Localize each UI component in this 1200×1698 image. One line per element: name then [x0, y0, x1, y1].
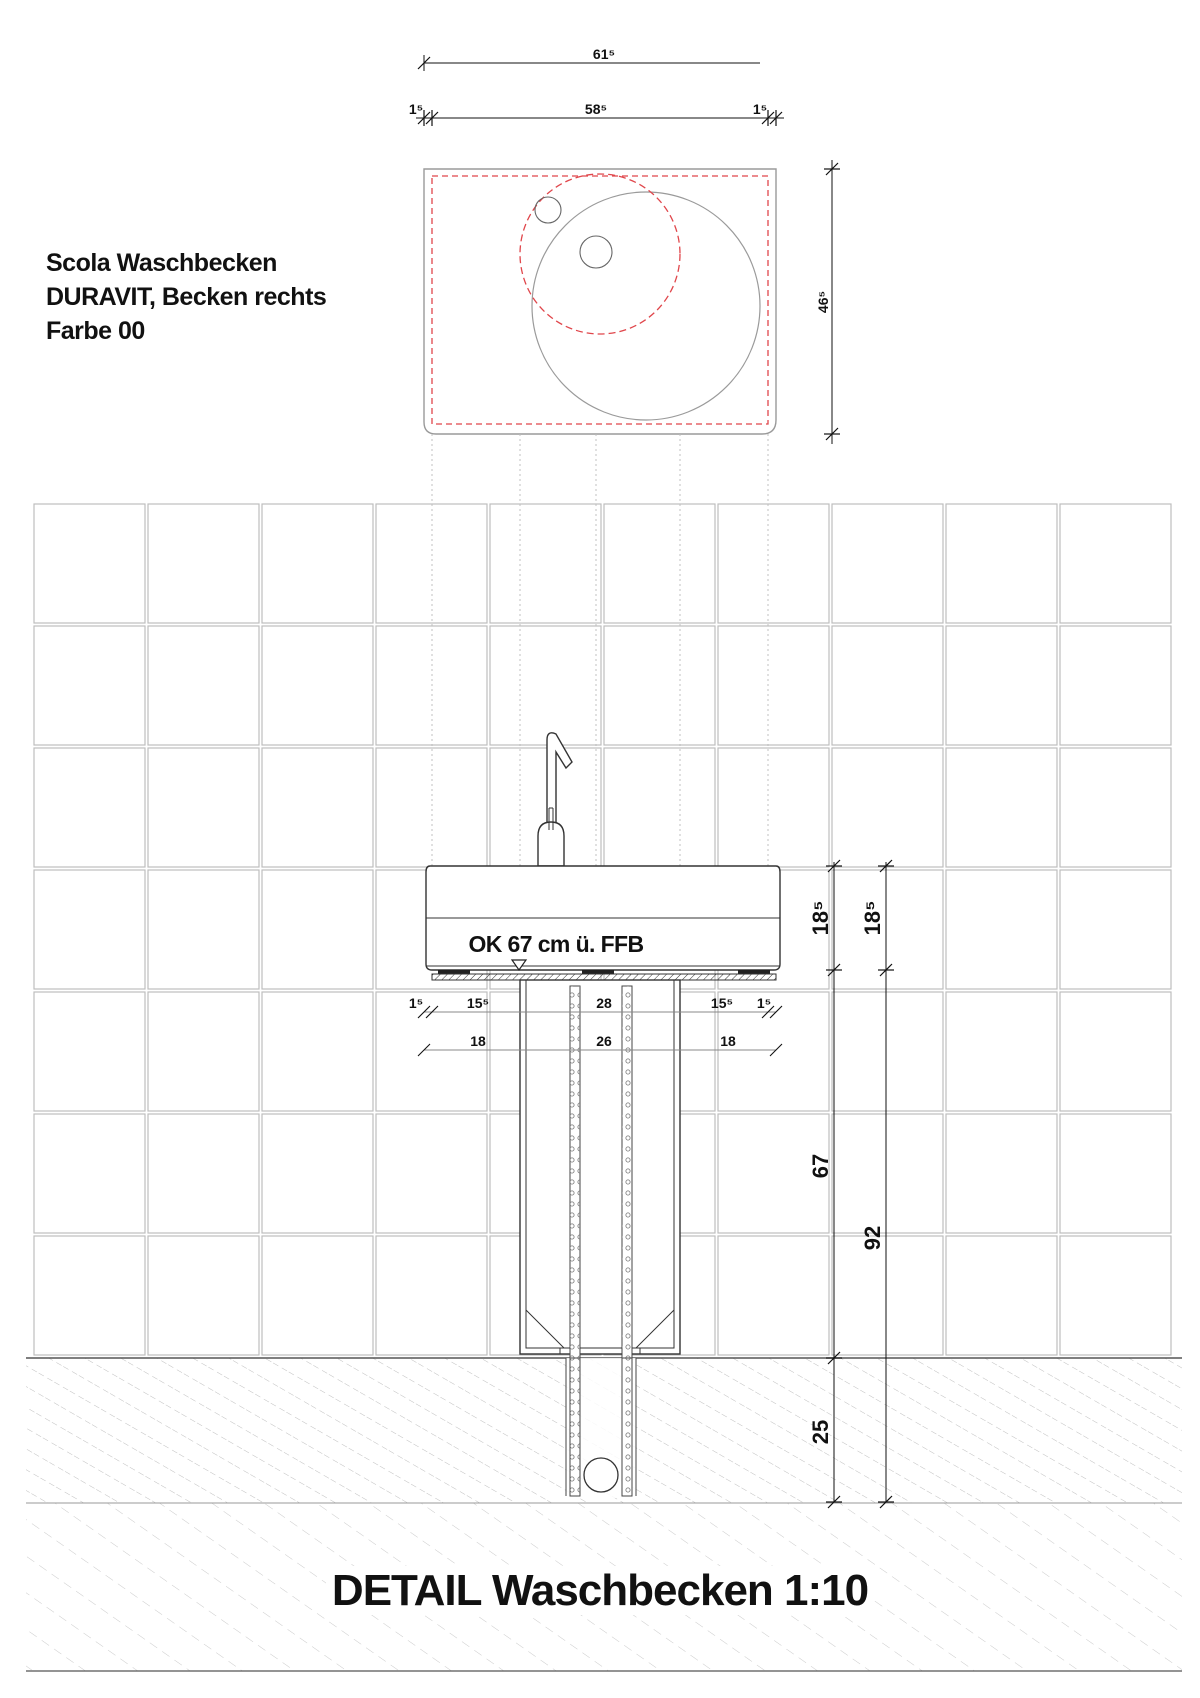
dim-row1-right: 15⁵ — [710, 995, 734, 1011]
wall-tile — [262, 1114, 373, 1233]
wall-tile — [604, 504, 715, 623]
ok-level-label: OK 67 cm ü. FFB — [468, 931, 644, 957]
dim-top-left-margin: 1⁵ — [408, 101, 424, 117]
tap-hole-circle — [580, 236, 612, 268]
wall-tile — [946, 504, 1057, 623]
wall-tile — [1060, 626, 1171, 745]
dim-top-inner: 58⁵ — [584, 101, 608, 117]
wall-tile — [34, 748, 145, 867]
wall-tile — [262, 1236, 373, 1355]
wall-tile — [1060, 1236, 1171, 1355]
wall-tile — [34, 992, 145, 1111]
shelf-plate — [432, 974, 776, 980]
wall-tile — [376, 1114, 487, 1233]
dim-row1-right-margin: 1⁵ — [756, 995, 772, 1011]
wall-tile — [604, 748, 715, 867]
wall-tile — [832, 992, 943, 1111]
wall-tile — [946, 626, 1057, 745]
wall-tile — [148, 1236, 259, 1355]
wall-tile — [718, 1236, 829, 1355]
wall-tile — [1060, 748, 1171, 867]
dim-row1-left: 15⁵ — [466, 995, 490, 1011]
dim-row1-left-margin: 1⁵ — [408, 995, 424, 1011]
dim-row2-left: 18 — [470, 1033, 486, 1049]
wall-tile — [946, 870, 1057, 989]
wall-tile — [148, 870, 259, 989]
dim-top-depth: 46⁵ — [815, 290, 831, 314]
dim-counter-height-a: 18⁵ — [808, 900, 833, 936]
wall-tile — [148, 1114, 259, 1233]
wall-tile — [718, 626, 829, 745]
wall-tile — [148, 992, 259, 1111]
wall-tile — [946, 748, 1057, 867]
product-note — [46, 246, 326, 348]
wall-tile — [832, 504, 943, 623]
wall-tile — [148, 504, 259, 623]
wall-tile — [34, 1114, 145, 1233]
wall-tile — [262, 870, 373, 989]
wall-tile — [832, 748, 943, 867]
wall-tile — [262, 626, 373, 745]
product-note-line3: Farbe 00 — [46, 317, 145, 345]
drawing-title-text: DETAIL Waschbecken 1:10 — [326, 1566, 874, 1615]
faucet-body — [538, 822, 564, 866]
wall-tile — [490, 626, 601, 745]
plan-view — [416, 55, 840, 444]
dim-height-92: 92 — [860, 1225, 885, 1251]
drain-circle — [584, 1458, 618, 1492]
dim-top-overall: 61⁵ — [592, 46, 616, 62]
wall-tile — [832, 1114, 943, 1233]
wall-tile — [1060, 1114, 1171, 1233]
wall-tile — [832, 626, 943, 745]
wall-tile — [946, 992, 1057, 1111]
dim-top-right-margin: 1⁵ — [752, 101, 768, 117]
dim-row1-center: 28 — [596, 995, 612, 1011]
wall-tile — [262, 992, 373, 1111]
wall-tile — [718, 748, 829, 867]
wall-tile — [262, 748, 373, 867]
basin-outline-plan — [424, 169, 776, 434]
wall-tile — [718, 992, 829, 1111]
wall-tile — [148, 626, 259, 745]
wall-tile — [148, 748, 259, 867]
wall-tile — [262, 504, 373, 623]
wall-tile — [604, 626, 715, 745]
overflow-circle — [535, 197, 561, 223]
dim-row2-right: 18 — [720, 1033, 736, 1049]
wall-tile — [946, 1236, 1057, 1355]
drawing-title — [0, 1566, 1200, 1616]
wall-tile — [1060, 992, 1171, 1111]
wall-tile — [1060, 870, 1171, 989]
wall-tile — [832, 1236, 943, 1355]
wall-tile — [34, 870, 145, 989]
wall-tile — [1060, 504, 1171, 623]
wall-tile — [376, 1236, 487, 1355]
dim-counter-height-b: 18⁵ — [860, 900, 885, 936]
bowl-circle — [532, 192, 760, 420]
inner-outline-dashed — [432, 176, 768, 424]
wall-tile — [376, 626, 487, 745]
dim-height-25: 25 — [808, 1419, 833, 1445]
wall-tile — [376, 748, 487, 867]
wall-tile — [718, 504, 829, 623]
wall-tile — [34, 626, 145, 745]
wall-tile — [376, 504, 487, 623]
wall-tile — [946, 1114, 1057, 1233]
dim-height-67: 67 — [808, 1153, 833, 1179]
wall-tile — [490, 504, 601, 623]
wall-tile — [34, 1236, 145, 1355]
product-note-line1: Scola Waschbecken — [46, 249, 277, 277]
wall-tile — [34, 504, 145, 623]
dim-row2-center: 26 — [596, 1033, 612, 1049]
wall-tile — [832, 870, 943, 989]
product-note-line2: DURAVIT, Becken rechts — [46, 283, 327, 311]
